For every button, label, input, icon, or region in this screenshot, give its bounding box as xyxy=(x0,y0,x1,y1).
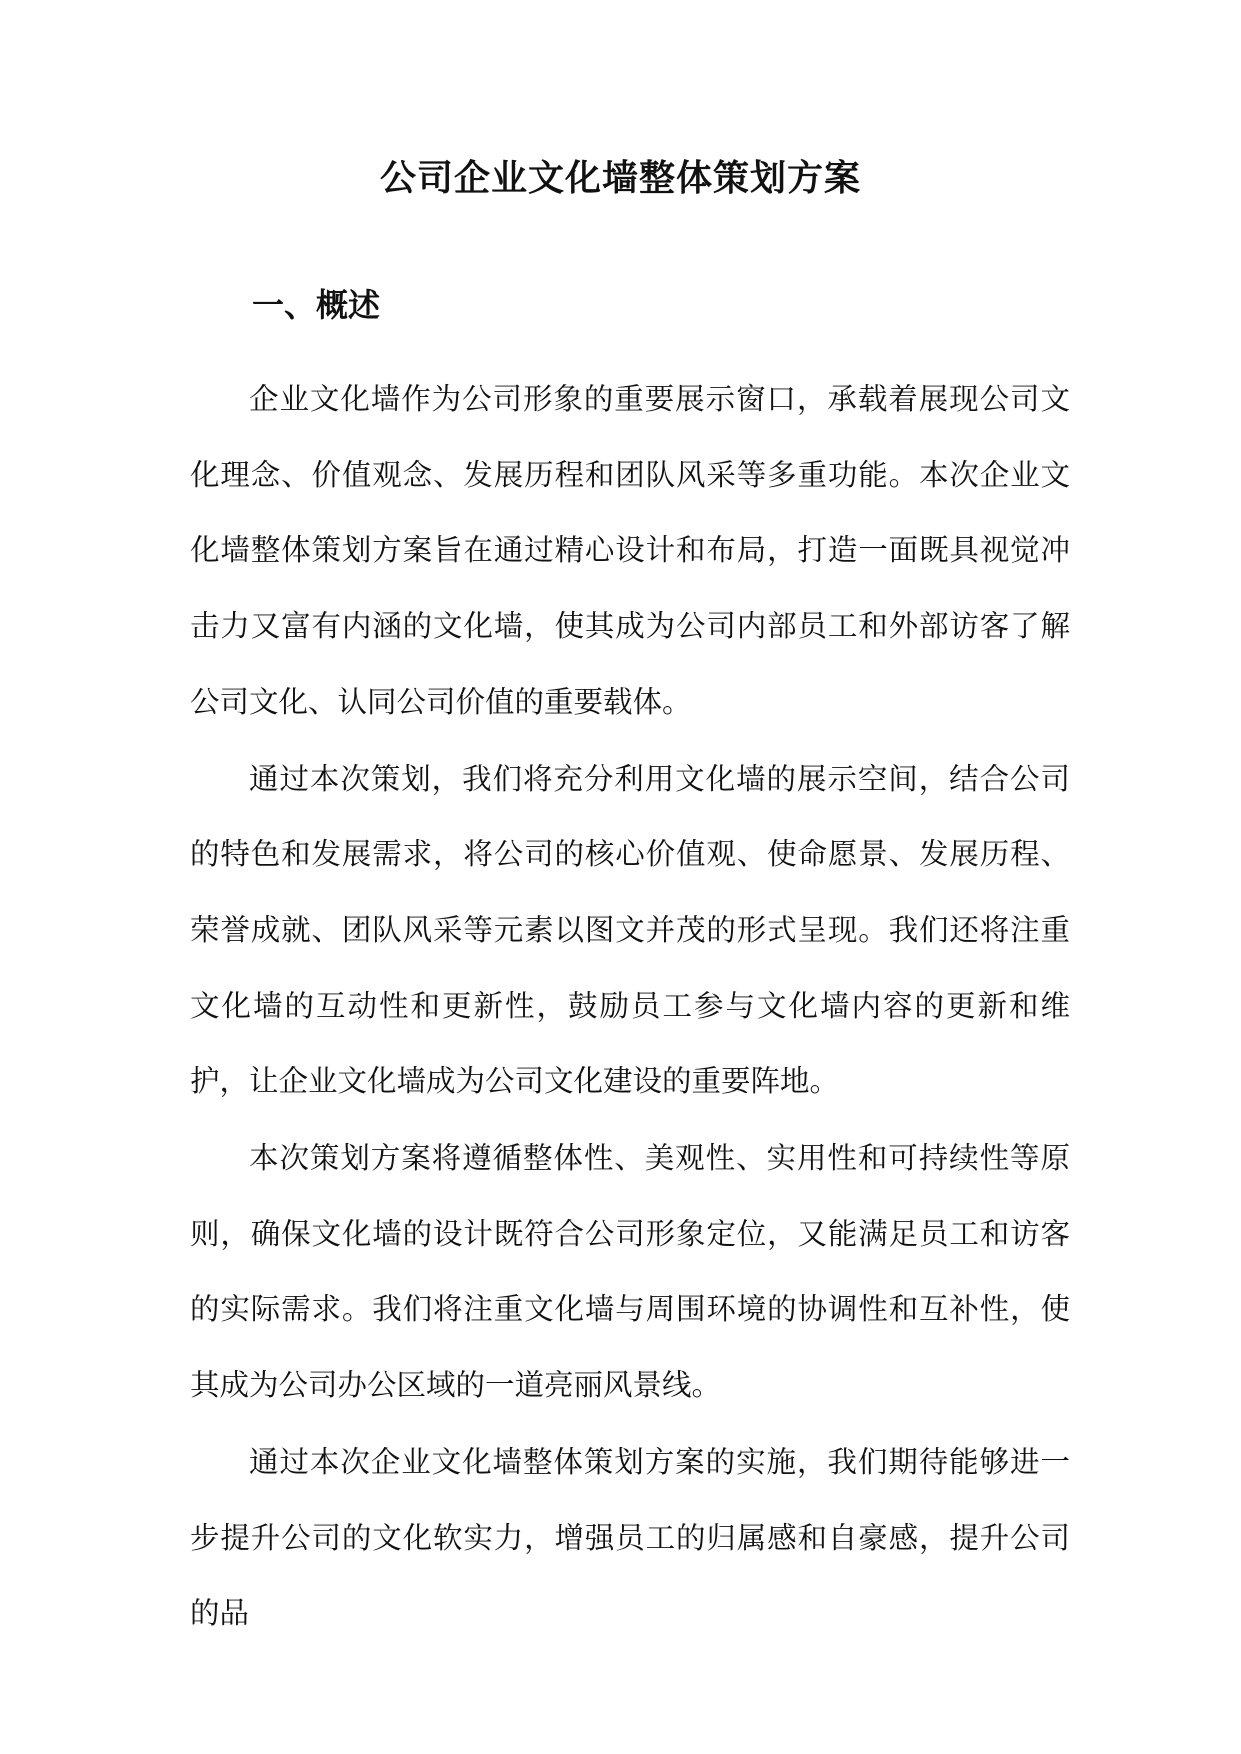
document-title: 公司企业文化墙整体策划方案 xyxy=(379,157,861,199)
paragraph: 企业文化墙作为公司形象的重要展示窗口，承载着展现公司文化理念、价值观念、发展历程和团队风采等多重功能。本次企业文化墙整体策划方案旨在通过精心设计和布局，打造一面既具视觉冲击力又富有内涵的文化墙，使其成为公司内部员工和外部访客了解公司文化、认同公司价值的重要载体。 xyxy=(190,382,1070,719)
paragraph: 通过本次策划，我们将充分利用文化墙的展示空间，结合公司的特色和发展需求，将公司的核心价值观、使命愿景、发展历程、荣誉成就、团队风采等元素以图文并茂的形式呈现。我们还将注重文化墙的互动性和更新性，鼓励员工参与文化墙内容的更新和维护，让企业文化墙成为公司文化建设的重要阵地。 xyxy=(190,761,1070,1099)
paragraph: 本次策划方案将遵循整体性、美观性、实用性和可持续性等原则，确保文化墙的设计既符合公司形象定位，又能满足员工和访客的实际需求。我们将注重文化墙与周围环境的协调性和互补性，使其成为公司办公区域的一道亮丽风景线。 xyxy=(190,1141,1070,1403)
paragraph: 通过本次企业文化墙整体策划方案的实施，我们期待能够进一步提升公司的文化软实力，增强员工的归属感和自豪感，提升公司的品 xyxy=(190,1444,1070,1631)
document-body xyxy=(190,362,1070,1653)
section-heading: 一、概述 xyxy=(252,286,381,324)
